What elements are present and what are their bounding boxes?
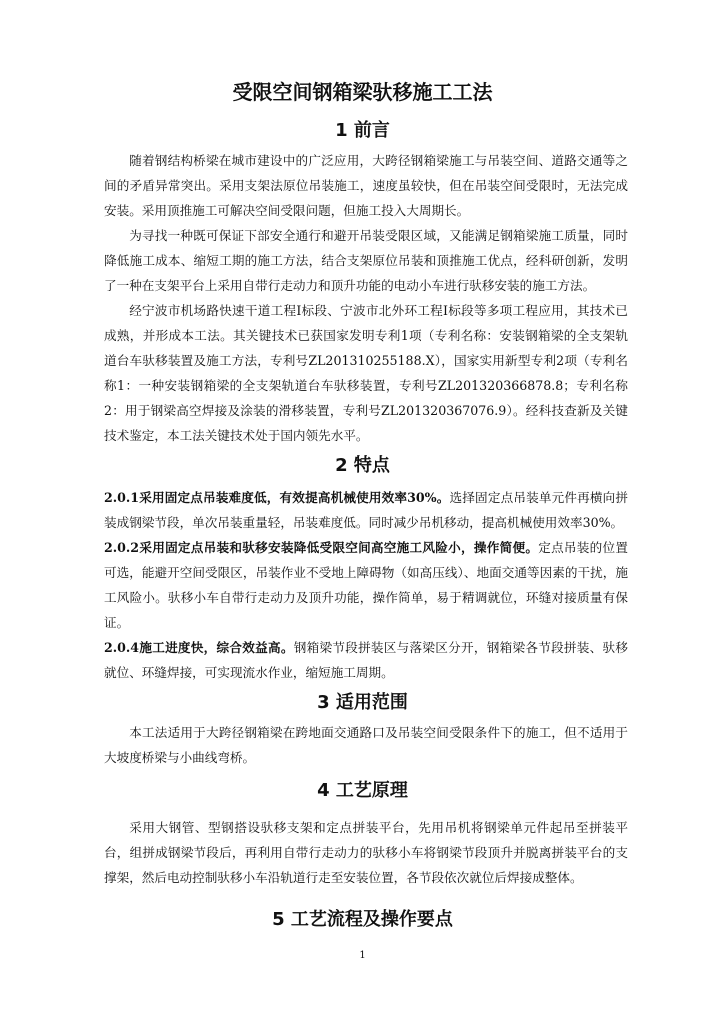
page-number: 1: [359, 950, 366, 961]
section-1-paragraph-2: 为寻找一种既可保证下部安全通行和避开吊装受限区域，又能满足钢箱梁施工质量，同时降低施工成本、缩短工期的施工方法，结合支架原位吊装和顶推施工优点，经科研创新，发明了一种在支架平台上采用自带行走动力和顶升功能的电动小车进行驮移安装的施工方法。: [104, 228, 628, 293]
section-1-paragraph-3: 经宁波市机场路快速干道工程Ⅰ标段、宁波市北外环工程Ⅰ标段等多项工程应用，其技术已成熟，并形成本工法。其关键技术已获国家发明专利1项（专利名称：安装钢箱梁的全支架轨道台车驮移装置及施工方法，专利号ZL201310255188.X），国家实用新型专利2项（专利名称1：一种安装钢箱梁的全支架轨道台车驮移装置，专利号ZL201320366878.8；专利名称2：用于钢梁高空焊接及涂装的滑移装置，专利号ZL201320367076.9）。经科技查新及关键技术鉴定，本工法关键技术处于国内领先水平。: [104, 303, 628, 443]
feature-item-2-lead: 2.0.2采用固定点吊装和驮移安装降低受限空间高空施工风险小，操作简便。: [104, 540, 539, 555]
feature-item-2: [104, 535, 628, 635]
feature-item-1-text: 选择固定点吊装单元件再横向拼装成钢梁节段，单次吊装重量轻，吊装难度低。同时减少吊机移动，提高机械使用效率30%。: [104, 490, 628, 530]
section-1-heading: 1 前言: [335, 120, 390, 141]
section-2-heading: 2 特点: [335, 455, 390, 476]
feature-item-1: [104, 485, 628, 535]
feature-item-3: [104, 635, 628, 685]
feature-item-3-text: 钢箱梁节段拼装区与落梁区分开，钢箱梁各节段拼装、驮移就位、环缝焊接，可实现流水作业，缩短施工周期。: [104, 640, 628, 680]
feature-item-1-lead: 2.0.1采用固定点吊装难度低，有效提高机械使用效率30%。: [104, 490, 450, 505]
section-3-paragraph: 本工法适用于大跨径钢箱梁在跨地面交通路口及吊装空间受限条件下的施工，但不适用于大坡度桥梁与小曲线弯桥。: [104, 725, 628, 765]
feature-item-2-text: 定点吊装的位置可选，能避开空间受限区，吊装作业不受地上障碍物（如高压线）、地面交通等因素的干扰，施工风险小。驮移小车自带行走动力及顶升功能，操作简单，易于精调就位，环缝对接质量有保证。: [104, 540, 628, 630]
section-3-heading: 3 适用范围: [317, 692, 408, 713]
section-4-paragraph: 采用大钢管、型钢搭设驮移支架和定点拼装平台，先用吊机将钢梁单元件起吊至拼装平台，组拼成钢梁节段后，再利用自带行走动力的驮移小车将钢梁节段顶升并脱离拼装平台的支撑架，然后电动控制驮移小车沿轨道行走至安装位置，各节段依次就位后焊接成整体。: [104, 820, 628, 885]
section-1-paragraph-1: 随着钢结构桥梁在城市建设中的广泛应用，大跨径钢箱梁施工与吊装空间、道路交通等之间的矛盾异常突出。采用支架法原位吊装施工，速度虽较快，但在吊装空间受限时，无法完成安装。采用顶推施工可解决空间受限问题，但施工投入大周期长。: [104, 153, 628, 218]
document-title: 受限空间钢箱梁驮移施工工法: [232, 80, 493, 104]
feature-item-3-lead: 2.0.4施工进度快，综合效益高。: [104, 640, 294, 655]
section-4-heading: 4 工艺原理: [317, 780, 408, 801]
section-5-heading: 5 工艺流程及操作要点: [272, 909, 453, 930]
